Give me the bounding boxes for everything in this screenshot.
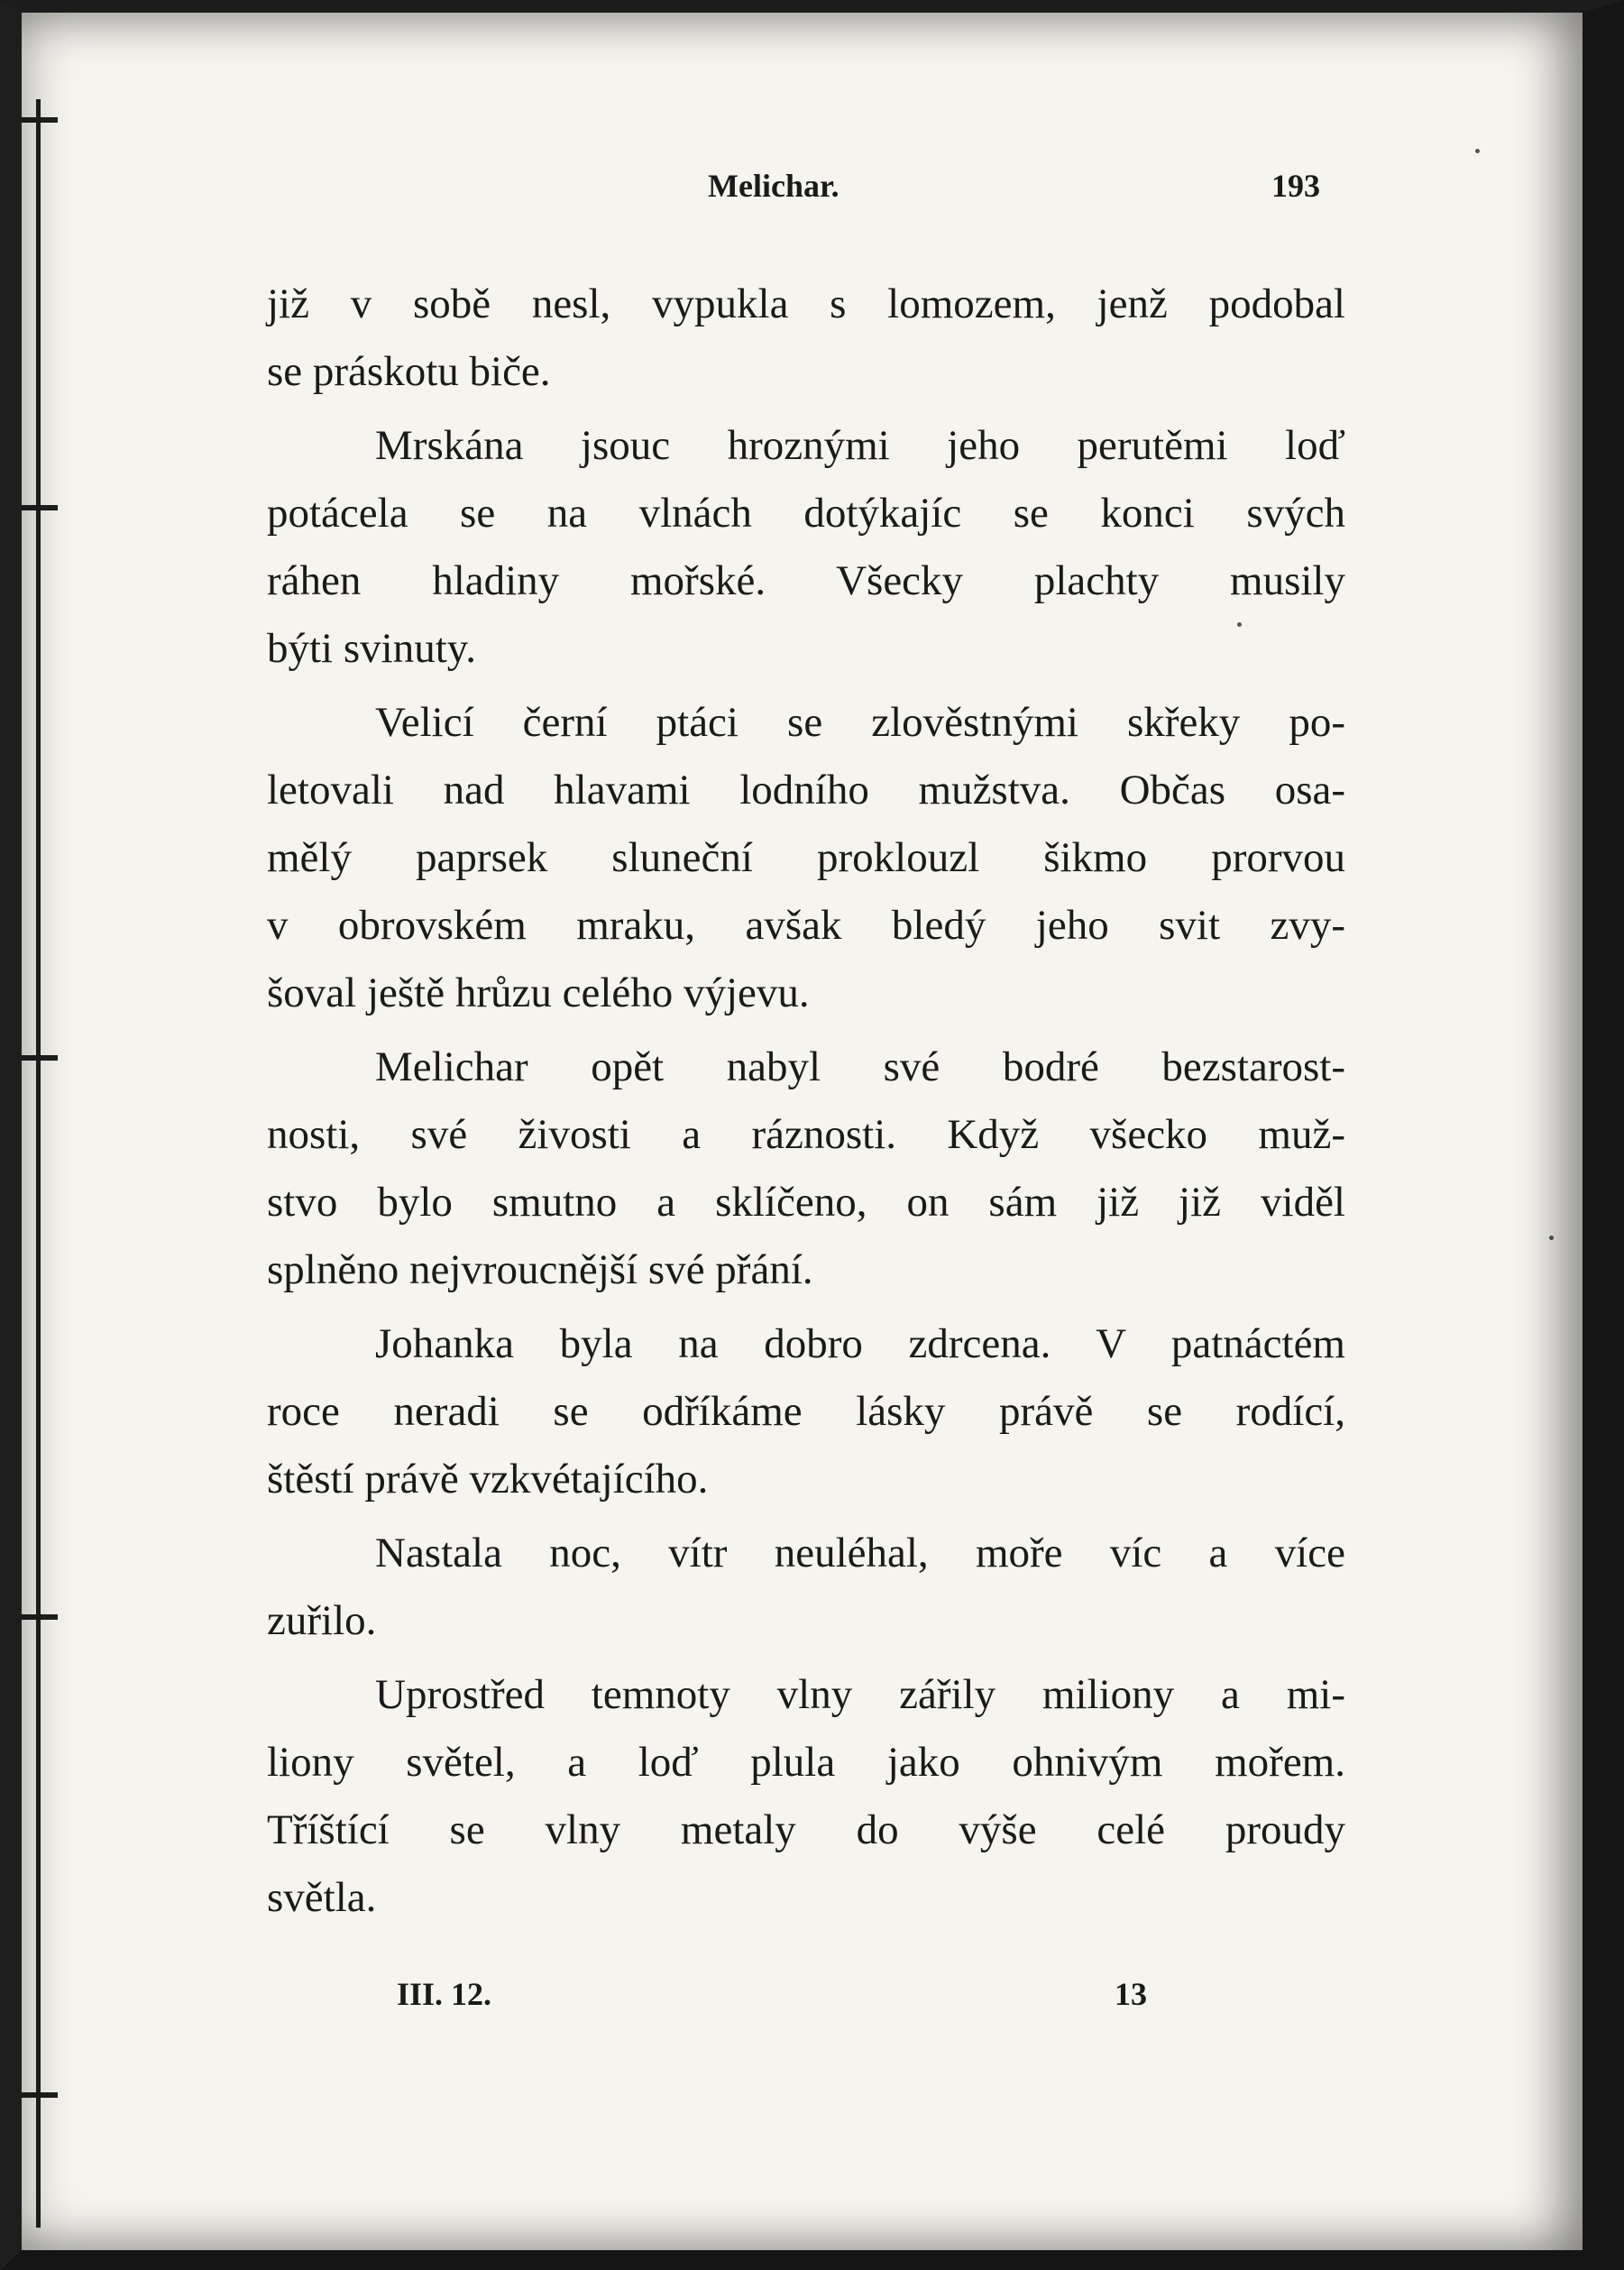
paragraph-gap (267, 1655, 1345, 1661)
text-line: šoval ještě hrůzu celého výjevu. (267, 970, 810, 1016)
text-line: potácela se na vlnách dotýkajíc se konci svých (267, 490, 1345, 537)
paragraph (267, 1520, 1345, 1655)
running-head (0, 158, 1624, 212)
text-line: již v sobě nesl, vypukla s lomozem, jenž podobal (267, 280, 1345, 327)
text-line: splněno nejvroucnější své přání. (267, 1246, 813, 1293)
text-line: nosti, své živosti a ráznosti. Když všecko muž- (267, 1111, 1345, 1158)
paragraph (267, 1310, 1345, 1513)
text-line: liony světel, a loď plula jako ohnivým mořem. (267, 1739, 1345, 1786)
text-line: stvo bylo smutno a sklíčeno, on sám již již viděl (267, 1179, 1345, 1226)
running-title: Melichar. (708, 168, 840, 204)
paragraph-gap (267, 406, 1345, 412)
signature-line (0, 1966, 1624, 2020)
text-line: Nastala noc, vítr neuléhal, moře víc a více (375, 1530, 1345, 1576)
text-line: štěstí právě vzkvétajícího. (267, 1456, 709, 1503)
text-line: roce neradi se odříkáme lásky právě se rodící, (267, 1388, 1345, 1435)
binding-mark (22, 1614, 58, 1620)
binding-mark (22, 2092, 58, 2098)
scan-speck (1475, 149, 1480, 153)
text-line: Mrskána jsouc hroznými jeho perutěmi loď (375, 422, 1345, 469)
text-line: Tříštící se vlny metaly do výše celé proudy (267, 1806, 1345, 1853)
paragraph-gap (267, 683, 1345, 689)
binding-mark (22, 505, 58, 510)
text-line: Velicí černí ptáci se zlověstnými skřeky po- (375, 699, 1345, 746)
text-line: letovali nad hlavami lodního mužstva. Občas osa- (267, 767, 1345, 813)
text-line: Uprostřed temnoty vlny zářily miliony a mi- (375, 1671, 1345, 1718)
binding-edge (36, 99, 41, 2228)
paragraph-gap (267, 1513, 1345, 1520)
paragraph (267, 412, 1345, 683)
text-line: zuřilo. (267, 1597, 377, 1644)
paragraph-gap (267, 1027, 1345, 1034)
text-line: ráhen hladiny mořské. Všecky plachty musily (267, 557, 1345, 604)
text-line: se práskotu biče. (267, 348, 551, 395)
text-line: Melichar opět nabyl své bodré bezstarost- (375, 1043, 1345, 1090)
text-line: světla. (267, 1874, 377, 1921)
paragraph (267, 271, 1345, 406)
text-line: v obrovském mraku, avšak bledý jeho svit zvy- (267, 902, 1345, 949)
paragraph (267, 1661, 1345, 1932)
paragraph-gap (267, 1304, 1345, 1310)
paragraph (267, 1034, 1345, 1304)
text-line: mělý paprsek sluneční proklouzl šikmo prorvou (267, 834, 1345, 881)
binding-mark (22, 1055, 58, 1061)
text-line: Johanka byla na dobro zdrcena. V patnáctém (375, 1320, 1345, 1367)
body-text (267, 271, 1345, 1932)
paragraph (267, 689, 1345, 1027)
text-line: býti svinuty. (267, 625, 476, 672)
binding-mark (22, 117, 58, 123)
signature-mark: III. 12. (397, 1976, 492, 2012)
scan-speck (1549, 1236, 1554, 1240)
page-number: 193 (1271, 168, 1320, 204)
gathering-number: 13 (1115, 1976, 1147, 2012)
